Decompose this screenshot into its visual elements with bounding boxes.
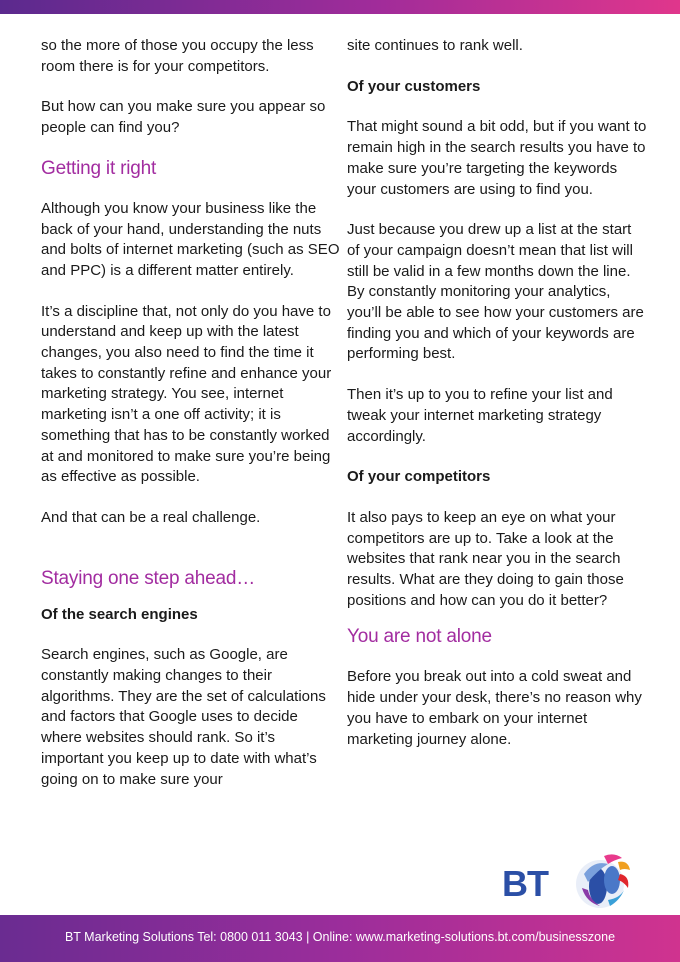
right-column: [347, 36, 647, 750]
body-paragraph: Just because you drew up a list at the start of your campaign doesn’t mean that list will still be valid in a few months down the line. By constantly monitoring your analytics, you’ll be able to see how your customers are finding you and which of your keywords are performing best.: [347, 221, 644, 363]
body-paragraph: Search engines, such as Google, are constantly making changes to their algorithms. They are the set of calculations and factors that Google uses to decide where websites should rank. So it’s important you keep up to date with what’s going on to make sure your: [41, 646, 326, 788]
body-paragraph: Before you break out into a cold sweat and hide under your desk, there’s no reason why you have to embark on your internet marketing journey alone.: [347, 668, 642, 748]
bt-logo-text: BT: [502, 863, 548, 904]
body-paragraph: It also pays to keep an eye on what your competitors are up to. Take a look at the websites that rank near you in the search results. What are they doing to gain those positions and how can you do it better?: [347, 508, 624, 609]
body-paragraph: Although you know your business like the back of your hand, understanding the nuts and bolts of internet marketing (such as SEO and PPC) is a different matter entirely.: [41, 199, 340, 279]
bt-globe-icon: [574, 850, 642, 912]
section-heading-getting-it-right: Getting it right: [41, 157, 157, 179]
body-paragraph: That might sound a bit odd, but if you want to remain high in the search results you have to make sure you’re targeting the keywords your customers are using to find you.: [347, 118, 647, 198]
section-heading-staying-ahead: Staying one step ahead…: [41, 567, 256, 589]
body-paragraph: But how can you make sure you appear so people can find you?: [41, 98, 326, 137]
body-paragraph: so the more of those you occupy the less room there is for your competitors.: [41, 37, 314, 75]
body-paragraph: It’s a discipline that, not only do you have to understand and keep up with the latest changes, you also need to find the time it takes to constantly refine and enhance your marketing strategy. You see, internet marketing isn’t a one off activity; it is something that has to be constantly worked at and monitored to make sure you’re being as effective as possible.: [41, 302, 332, 486]
body-paragraph: site continues to rank well.: [347, 37, 523, 54]
top-gradient-bar: [0, 0, 680, 14]
bt-logo: [502, 850, 642, 912]
footer-contact-text: BT Marketing Solutions Tel: 0800 011 3043 | Online: www.marketing-solutions.bt.com/businesszone: [64, 930, 616, 944]
footer-bar: [0, 915, 680, 962]
body-paragraph: And that can be a real challenge.: [41, 508, 261, 526]
subheading-search-engines: Of the search engines: [41, 605, 198, 623]
subheading-competitors: Of your competitors: [347, 468, 491, 486]
section-heading-not-alone: You are not alone: [347, 626, 492, 648]
left-column: [41, 36, 341, 790]
subheading-customers: Of your customers: [347, 77, 481, 95]
body-paragraph: Then it’s up to you to refine your list and tweak your internet marketing strategy accordingly.: [347, 386, 613, 445]
